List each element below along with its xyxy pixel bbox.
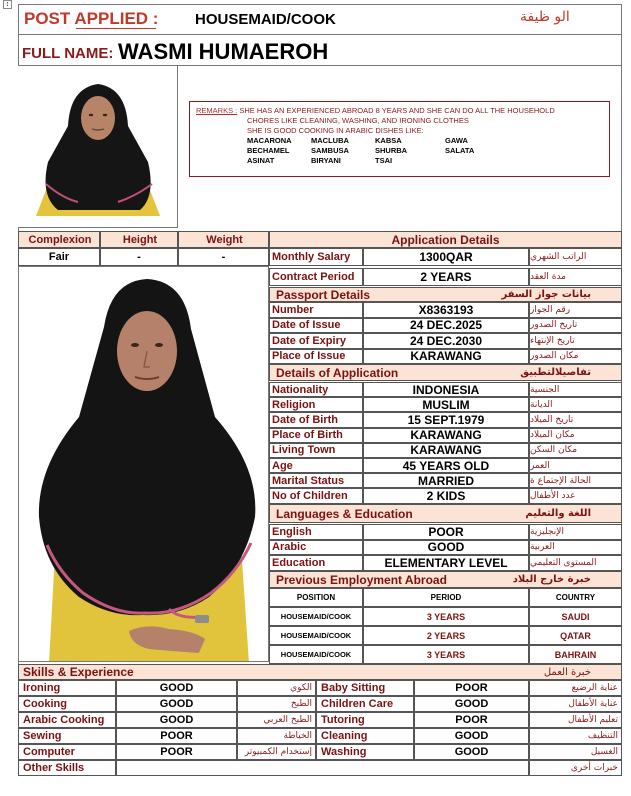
details-row-arabic: الجنسية <box>529 382 622 397</box>
skill-label: Children Care <box>316 696 414 712</box>
dish-row <box>247 156 603 166</box>
height-header: Height <box>100 231 178 248</box>
details-row-label: Living Town <box>269 443 363 458</box>
skill-level: GOOD <box>116 696 237 712</box>
employment-header-position: POSITION <box>269 588 363 607</box>
employment-title-ar: خبرة خارج البلاد <box>512 574 591 585</box>
languages-title-en: Languages & Education <box>276 506 413 521</box>
details-row-value: INDONESIA <box>363 382 529 397</box>
applicant-portrait-full <box>18 266 269 662</box>
details-row-value: MARRIED <box>363 473 529 488</box>
other-skills-label: Other Skills <box>18 760 116 776</box>
dish-item: MACLUBA <box>311 136 349 145</box>
details-row-arabic: عدد الأطفال <box>529 488 622 503</box>
employment-country: SAUDI <box>529 607 622 626</box>
skill-arabic: الخياطة <box>237 728 316 744</box>
skill-level: POOR <box>116 728 237 744</box>
skill-arabic: الكوي <box>237 680 316 696</box>
language-row-value: ELEMENTARY LEVEL <box>363 555 529 571</box>
post-underline <box>76 28 156 29</box>
passport-row-value: KARAWANG <box>363 349 529 365</box>
passport-row-value: 24 DEC.2030 <box>363 333 529 349</box>
details-section-title <box>269 364 622 381</box>
passport-row-value: X8363193 <box>363 302 529 318</box>
salary-label: Monthly Salary <box>269 248 363 266</box>
passport-row-arabic: رقم الجواز <box>529 302 622 318</box>
skill-level: POOR <box>414 712 529 728</box>
languages-title-ar: اللغة والتعليم <box>525 508 591 519</box>
details-row-value: 15 SEPT.1979 <box>363 412 529 427</box>
language-row-value: POOR <box>363 524 529 540</box>
details-row-arabic: العمر <box>529 458 622 473</box>
skill-arabic: عناية الرضيع <box>529 680 622 696</box>
full-name-value: WASMI HUMAEROH <box>118 39 329 64</box>
skill-arabic: إستخدام الكمبيوتر <box>237 744 316 760</box>
skill-level: GOOD <box>414 728 529 744</box>
details-row-label: Place of Birth <box>269 428 363 443</box>
passport-row-value: 24 DEC.2025 <box>363 318 529 334</box>
dish-item: ASINAT <box>247 156 275 165</box>
complexion-header: Complexion <box>18 231 100 248</box>
other-skills-arabic: خبرات أخرى <box>529 760 622 776</box>
passport-row-label: Date of Issue <box>269 318 363 334</box>
other-skills-value <box>116 760 529 776</box>
contract-arabic: مدة العقد <box>529 268 622 286</box>
application-details-title: Application Details <box>269 231 622 248</box>
language-row-label: Arabic <box>269 540 363 556</box>
weight-header: Weight <box>178 231 269 248</box>
language-row-arabic: الإنجليزية <box>529 524 622 540</box>
details-row-arabic: الديانة <box>529 397 622 412</box>
details-row-label: Date of Birth <box>269 412 363 427</box>
language-row-label: English <box>269 524 363 540</box>
details-title-en: Details of Application <box>276 365 399 380</box>
details-row-label: Nationality <box>269 382 363 397</box>
passport-row-label: Date of Expiry <box>269 333 363 349</box>
details-row-arabic: الحالة الإجتماع ة <box>529 473 622 488</box>
passport-row-arabic: تاريخ الإنتهاء <box>529 333 622 349</box>
skill-arabic: عناية الأطفال <box>529 696 622 712</box>
details-row-value: MUSLIM <box>363 397 529 412</box>
dish-row <box>247 146 603 156</box>
skill-label: Computer <box>18 744 116 760</box>
dish-item: SAMBUSA <box>311 146 349 155</box>
skill-level: GOOD <box>414 744 529 760</box>
dish-item: MACARONA <box>247 136 292 145</box>
details-title-ar: تفاصيلالتطبيق <box>520 367 591 378</box>
skills-section-title <box>18 664 622 680</box>
skill-label: Baby Sitting <box>316 680 414 696</box>
skill-label: Cleaning <box>316 728 414 744</box>
skill-level: GOOD <box>116 680 237 696</box>
complexion-value: Fair <box>18 248 100 266</box>
language-row-arabic: العربية <box>529 540 622 556</box>
details-row-value: 45 YEARS OLD <box>363 458 529 473</box>
details-row-value: KARAWANG <box>363 428 529 443</box>
employment-position: HOUSEMAID/COOK <box>269 607 363 626</box>
skill-level: GOOD <box>414 696 529 712</box>
details-row-value: KARAWANG <box>363 443 529 458</box>
passport-row-arabic: مكان الصدور <box>529 349 622 365</box>
full-name-label: FULL NAME: <box>22 45 114 62</box>
remarks-text-1: SHE HAS AN EXPERIENCED ABROAD 8 YEARS AND SHE CAN DO ALL THE HOUSEHOLD <box>239 106 555 115</box>
passport-row-label: Place of Issue <box>269 349 363 365</box>
employment-title-en: Previous Employment Abroad <box>276 572 447 587</box>
remarks-box <box>189 101 610 177</box>
remarks-line-2: CHORES LIKE CLEANING, WASHING, AND IRONING CLOTHES <box>247 116 469 125</box>
dish-grid <box>196 136 603 166</box>
weight-value: - <box>178 248 269 266</box>
salary-arabic: الراتب الشهري <box>529 248 622 266</box>
dish-item: TSAI <box>375 156 393 165</box>
passport-row-arabic: تاريخ الصدور <box>529 318 622 334</box>
contract-label: Contract Period <box>269 268 363 286</box>
languages-section-title <box>269 504 622 523</box>
skill-level: GOOD <box>116 712 237 728</box>
skill-arabic: الطبخ العربي <box>237 712 316 728</box>
skill-label: Arabic Cooking <box>18 712 116 728</box>
skill-label: Tutoring <box>316 712 414 728</box>
passport-section-title <box>269 287 622 302</box>
skill-arabic: الطبخ <box>237 696 316 712</box>
details-row-label: Marital Status <box>269 473 363 488</box>
salary-value: 1300QAR <box>363 248 529 266</box>
skills-title-en: Skills & Experience <box>23 665 134 679</box>
employment-period: 2 YEARS <box>363 626 529 645</box>
details-row-label: Age <box>269 458 363 473</box>
dish-item: KABSA <box>375 136 402 145</box>
applicant-portrait-small <box>18 66 178 228</box>
dish-item: SALATA <box>445 146 475 155</box>
skill-label: Cooking <box>18 696 116 712</box>
passport-row-label: Number <box>269 302 363 318</box>
details-row-value: 2 KIDS <box>363 488 529 503</box>
height-value: - <box>100 248 178 266</box>
remarks-line-3: SHE IS GOOD COOKING IN ARABIC DISHES LIKE: <box>247 126 424 135</box>
employment-period: 3 YEARS <box>363 645 529 664</box>
dish-row <box>247 136 603 146</box>
language-row-value: GOOD <box>363 540 529 556</box>
dish-item: BIRYANI <box>311 156 341 165</box>
post-applied-arabic: الو ظيفة <box>520 9 570 25</box>
skill-arabic: الغسيل <box>529 744 622 760</box>
skill-label: Ironing <box>18 680 116 696</box>
dish-item: SHURBA <box>375 146 408 155</box>
dish-item: BECHAMEL <box>247 146 290 155</box>
employment-header-country: COUNTRY <box>529 588 622 607</box>
contract-value: 2 YEARS <box>363 268 529 286</box>
skill-level: POOR <box>414 680 529 696</box>
details-row-arabic: مكان السكن <box>529 443 622 458</box>
details-row-label: Religion <box>269 397 363 412</box>
language-row-label: Education <box>269 555 363 571</box>
skill-label: Washing <box>316 744 414 760</box>
employment-header-period: PERIOD <box>363 588 529 607</box>
employment-section-title <box>269 571 622 588</box>
details-row-label: No of Children <box>269 488 363 503</box>
details-row-arabic: مكان الميلاد <box>529 428 622 443</box>
skill-level: POOR <box>116 744 237 760</box>
employment-position: HOUSEMAID/COOK <box>269 626 363 645</box>
post-applied-label: POST APPLIED : <box>24 9 159 28</box>
remarks-line-1 <box>196 106 603 116</box>
employment-country: QATAR <box>529 626 622 645</box>
remarks-label: REMARKS : <box>196 106 238 115</box>
details-row-arabic: تاريخ الميلاد <box>529 412 622 427</box>
passport-title-ar: بيانات جواز السفر <box>501 289 591 300</box>
skill-arabic: التنظيف <box>529 728 622 744</box>
employment-position: HOUSEMAID/COOK <box>269 645 363 664</box>
skills-title-ar: خبرة العمل <box>543 666 591 678</box>
language-row-arabic: المستوى التعليمي <box>529 555 622 571</box>
employment-country: BAHRAIN <box>529 645 622 664</box>
skill-arabic: تعليم الأطفال <box>529 712 622 728</box>
post-applied-value: HOUSEMAID/COOK <box>195 11 336 28</box>
dish-item: GAWA <box>445 136 468 145</box>
page-corner-marker: ↕ <box>3 0 12 9</box>
passport-title-en: Passport Details <box>276 287 371 302</box>
skill-label: Sewing <box>18 728 116 744</box>
employment-period: 3 YEARS <box>363 607 529 626</box>
